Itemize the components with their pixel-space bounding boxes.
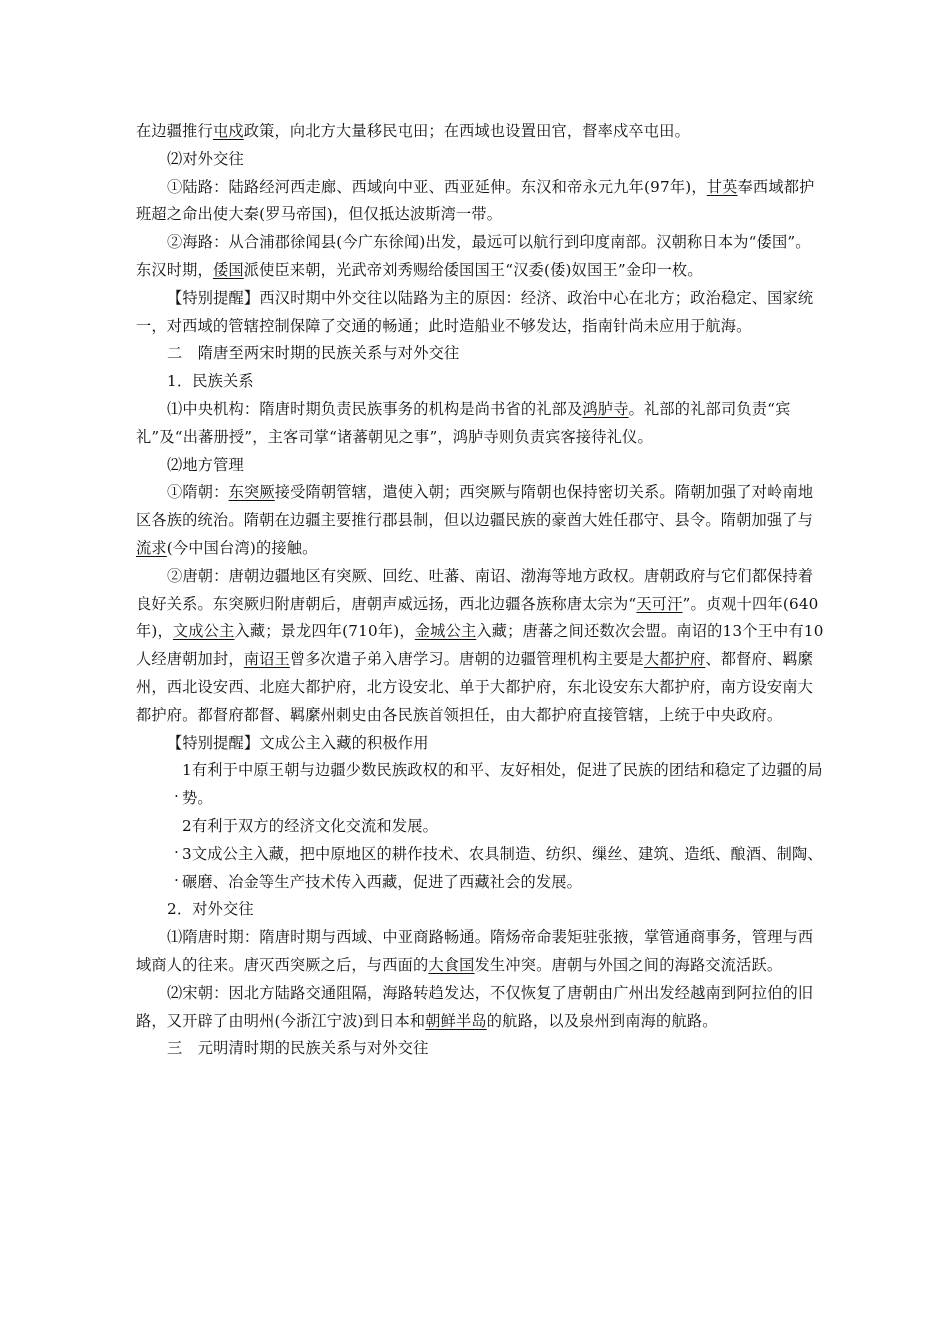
dot-marker: . [174, 866, 180, 885]
underlined-term: 东突厥 [228, 483, 275, 502]
numbered-point [136, 841, 826, 897]
paragraph [136, 146, 826, 174]
underlined-term: 流求 [136, 538, 167, 557]
paragraph [136, 118, 826, 146]
text-run: 2有利于双方的经济文化交流和发展。 [182, 816, 439, 835]
paragraph [136, 924, 826, 980]
dot-marker: . [174, 783, 180, 802]
document-body [136, 118, 826, 1063]
underlined-term: 朝鲜半岛 [425, 1011, 487, 1030]
underlined-term: 天可汗 [636, 594, 683, 613]
text-run: ②唐朝：唐朝边疆地区有突厥、回纥、吐蕃、南诏、渤海等地方政权。唐朝政府与它们都保持着良好关系。东突厥归附唐朝后，唐朝声威远扬，西北边疆各族称唐太宗为“ [136, 566, 814, 613]
paragraph [136, 340, 826, 368]
underlined-term: 鸿胪寺 [582, 399, 629, 418]
text-run: ①隋朝： [167, 483, 229, 502]
text-run: 1有利于中原王朝与边疆少数民族政权的和平、友好相处，促进了民族的团结和稳定了边疆的局势。 [182, 761, 823, 808]
numbered-point [136, 757, 826, 813]
text-run: 三 元明清时期的民族关系与对外交往 [167, 1039, 429, 1058]
dot-marker: . [174, 838, 180, 857]
text-run: 3文成公主入藏，把中原地区的耕作技术、农具制造、纺织、缫丝、建筑、造纸、酿酒、制陶、碾磨、冶金等生产技术传入西藏，促进了西藏社会的发展。 [182, 844, 823, 891]
text-run: 发生冲突。唐朝与外国之间的海路交流活跃。 [474, 955, 783, 974]
text-run: 政策，向北方大量移民屯田；在西域也设置田官，督率戍卒屯田。 [243, 122, 690, 140]
text-run: ⑴中央机构：隋唐时期负责民族事务的机构是尚书省的礼部及 [167, 399, 583, 418]
text-run: 【特别提醒】西汉时期中外交往以陆路为主的原因：经济、政治中心在北方；政治稳定、国家统一，对西域的管辖控制保障了交通的畅通；此时造船业不够发达，指南针尚未应用于航海。 [136, 288, 814, 335]
text-run: ⑵地方管理 [167, 455, 244, 474]
underlined-term: 屯戍 [212, 122, 244, 140]
text-run: 、都督府、羁縻州，西北设安西、北庭大都护府，北方设安北、单于大都护府，东北设安东大都护府，南方设安南大都护府。都督府都督、羁縻州刺史由各民族首领担任，由大都护府直接管辖，上统于中央政府。 [136, 650, 814, 724]
underlined-term: 金城公主 [414, 622, 477, 641]
text-run: 派使臣来朝，光武帝刘秀赐给倭国国王“汉委(倭)奴国王”金印一枚。 [243, 260, 703, 279]
underlined-term: 南诏王 [243, 650, 290, 669]
paragraph [136, 980, 826, 1036]
underlined-term: 大都护府 [643, 650, 706, 669]
text-run: 的航路，以及泉州到南海的航路。 [486, 1011, 718, 1030]
paragraph [136, 563, 826, 730]
paragraph [136, 229, 826, 285]
text-run: ⑵对外交往 [167, 149, 244, 168]
text-run: 1．民族关系 [167, 372, 254, 391]
text-run: 2．对外交往 [167, 900, 254, 919]
text-run: ”。贞观十四年(640年)， [136, 594, 819, 641]
paragraph [136, 1035, 826, 1063]
paragraph [136, 452, 826, 480]
text-run: 在边疆推行 [136, 122, 213, 140]
paragraph [136, 368, 826, 396]
paragraph [136, 479, 826, 562]
text-run: 奉西域都护班超之命出使大秦(罗马帝国)，但仅抵达波斯湾一带。 [136, 177, 815, 224]
text-run: 。礼部的礼部司负责“宾礼”及“出蕃册授”，主客司掌“诸蕃朝见之事”，鸿胪寺则负责宾客接待礼仪。 [136, 399, 791, 446]
paragraph [136, 896, 826, 924]
text-run: ①陆路：陆路经河西走廊、西域向中亚、西亚延伸。东汉和帝永元九年(97年)， [167, 177, 707, 196]
text-run: 二 隋唐至两宋时期的民族关系与对外交往 [167, 344, 460, 363]
text-run: 【特别提醒】文成公主入藏的积极作用 [167, 733, 429, 752]
text-run: ⑴隋唐时期：隋唐时期与西域、中亚商路畅通。隋炀帝命裴矩驻张掖，掌管通商事务，管理与西域商人的往来。唐灭西突厥之后，与西面的 [136, 928, 814, 974]
text-run: (今中国台湾)的接触。 [166, 538, 318, 557]
text-run: ⑵宋朝：因北方陆路交通阻隔，海路转趋发达，不仅恢复了唐朝由广州出发经越南到阿拉伯的旧路，又开辟了由明州(今浙江宁波)到日本和 [136, 983, 814, 1030]
text-run: ②海路：从合浦郡徐闻县(今广东徐闻)出发，最远可以航行到印度南部。汉朝称日本为“倭国”。 东汉时期， [136, 233, 811, 279]
text-run: 曾多次遣子弟入唐学习。唐朝的边疆管理机构主要是 [289, 650, 644, 669]
text-run: 入藏；唐蕃之间还数次会盟。南诏的13个王中有10人经唐朝加封， [136, 622, 824, 669]
paragraph [136, 730, 826, 758]
text-run: 入藏；景龙四年(710年)， [234, 622, 415, 641]
underlined-term: 大食国 [428, 955, 475, 974]
numbered-point [136, 813, 826, 857]
paragraph [136, 285, 826, 341]
underlined-term: 文成公主 [172, 622, 235, 641]
underlined-term: 倭国 [212, 260, 244, 279]
underlined-term: 甘英 [706, 177, 738, 196]
paragraph [136, 396, 826, 452]
paragraph [136, 174, 826, 230]
text-run: 接受隋朝管辖，遣使入朝；西突厥与隋朝也保持密切关系。隋朝加强了对岭南地区各族的统治。隋朝在边疆主要推行郡县制，但以边疆民族的豪酋大姓任郡守、县令。隋朝加强了与 [136, 483, 814, 530]
